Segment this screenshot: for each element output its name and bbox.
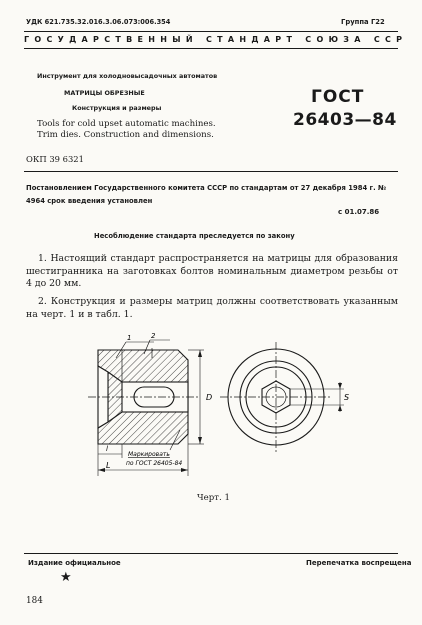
gost-number: 26403—84 bbox=[293, 110, 397, 130]
title-line-2: МАТРИЦЫ ОБРЕЗНЫЕ bbox=[64, 89, 145, 97]
effective-date: с 01.07.86 bbox=[338, 208, 380, 216]
marking-line-2: по ГОСТ 26405-84 bbox=[126, 460, 183, 467]
edition-note: Издание официальное bbox=[28, 559, 121, 567]
standard-header: ГОСУДАРСТВЕННЫЙ СТАНДАРТ СОЮЗА ССР bbox=[24, 35, 408, 44]
star-icon: ★ bbox=[60, 570, 72, 585]
violation-note: Несоблюдение стандарта преследуется по закону bbox=[94, 232, 295, 240]
paragraph-1: 1. Настоящий стандарт распространяется на матрицы для образования шестигранника на заготовках болтов номинальным диаметром резьбы от 4 до 20 мм. bbox=[26, 253, 398, 289]
callout-2: 2 bbox=[151, 332, 156, 340]
dimension-small-l: l bbox=[106, 445, 108, 453]
footer-rule bbox=[24, 553, 398, 554]
page-number: 184 bbox=[26, 596, 43, 606]
callout-1: 1 bbox=[127, 334, 132, 342]
reprint-note: Перепечатка воспрещена bbox=[306, 559, 412, 567]
dimension-l: L bbox=[106, 461, 111, 470]
gost-label: ГОСТ bbox=[311, 87, 365, 107]
udk-code: УДК 621.735.32.016.3.06.073:006.354 bbox=[26, 18, 171, 26]
header-rule bbox=[24, 48, 398, 49]
paragraph-2: 2. Конструкция и размеры матриц должны соответствовать указанным на черт. 1 и в табл. 1. bbox=[26, 296, 398, 320]
title-line-3: Конструкция и размеры bbox=[72, 104, 162, 112]
title-line-1: Инструмент для холодновысадочных автоматов bbox=[37, 72, 218, 80]
okp-code: ОКП 39 6321 bbox=[26, 154, 84, 164]
decree-rule bbox=[24, 171, 398, 172]
english-title-line-1: Tools for cold upset automatic machines. bbox=[37, 119, 216, 129]
die-drawing bbox=[60, 330, 360, 482]
decree-text: Постановлением Государственного комитета СССР по стандартам от 27 декабря 1984 г. № 4964 срок введения установлен bbox=[26, 184, 387, 205]
group-code: Группа Г22 bbox=[341, 18, 385, 26]
dimension-d: D bbox=[206, 393, 213, 402]
end-view bbox=[220, 342, 344, 452]
figure-caption: Черт. 1 bbox=[197, 493, 230, 503]
top-rule bbox=[24, 31, 398, 32]
dimension-s: S bbox=[344, 393, 350, 402]
marking-line-1: Маркировать bbox=[128, 451, 170, 458]
english-title-line-2: Trim dies. Construction and dimensions. bbox=[37, 130, 214, 140]
